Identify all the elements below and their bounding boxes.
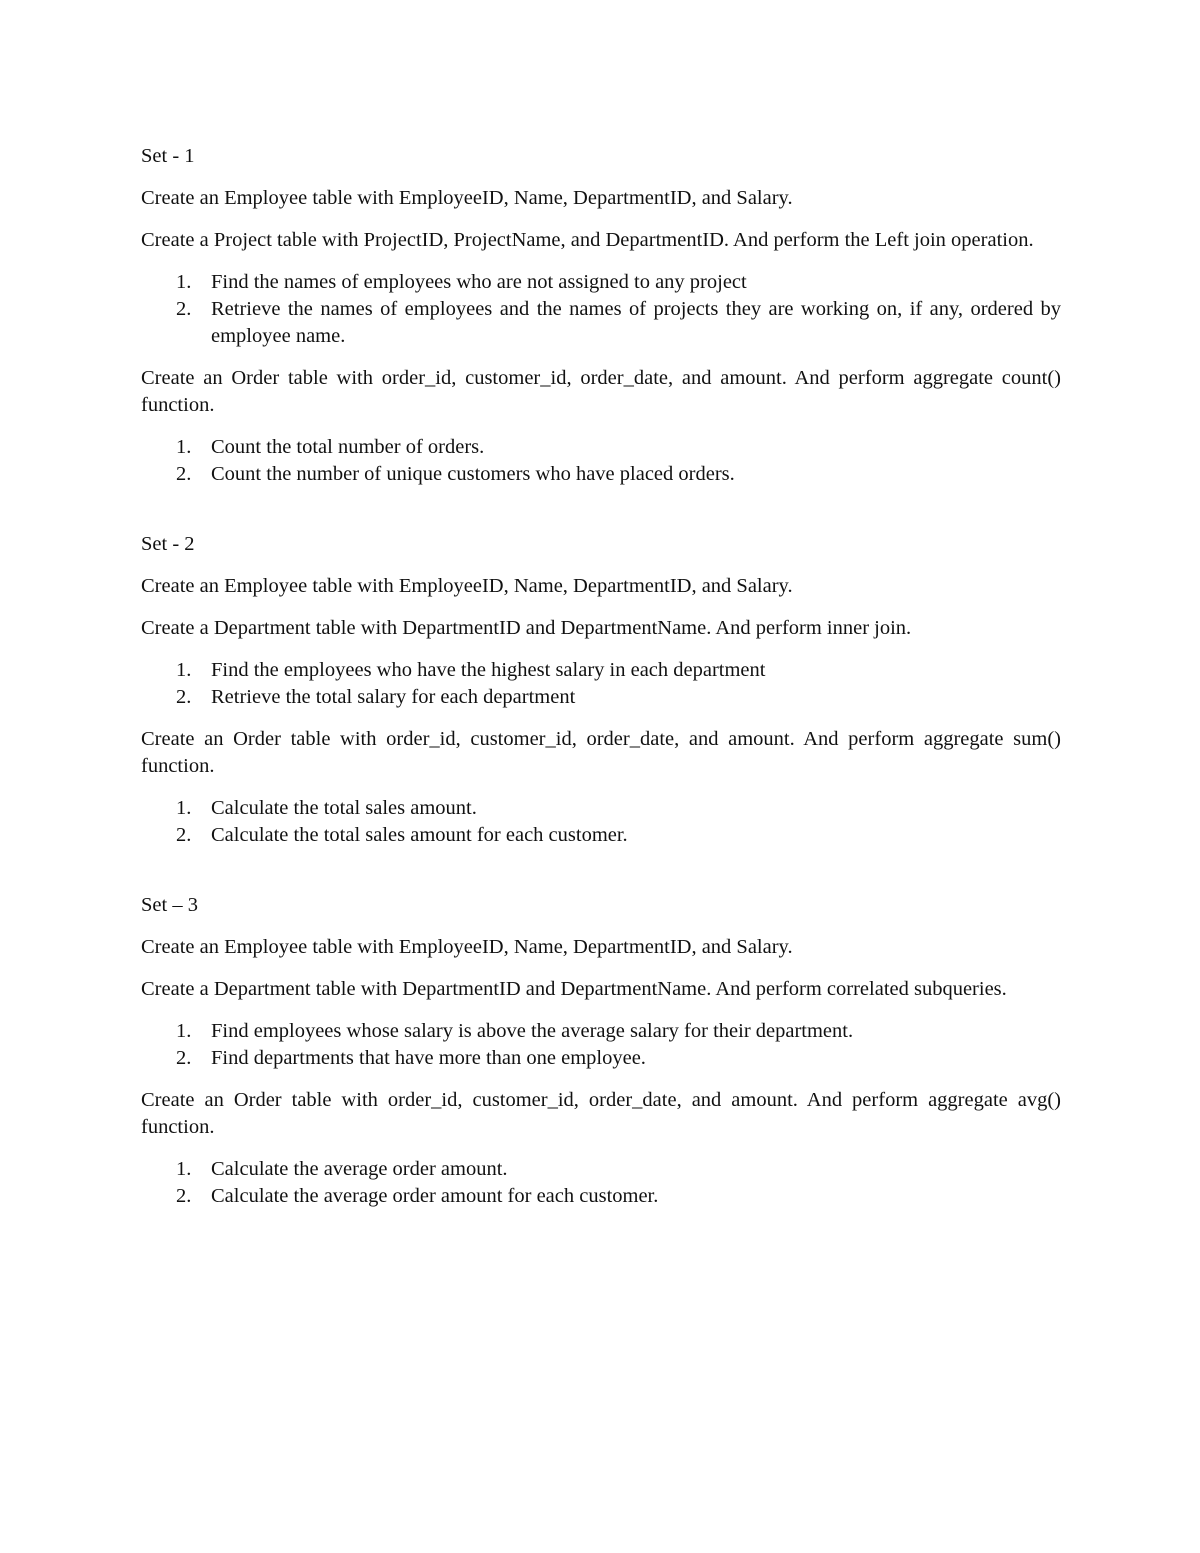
list-number: 2.	[176, 1047, 192, 1069]
list-item-text: Find the names of employees who are not assigned to any project	[211, 271, 747, 293]
list-item	[141, 434, 1061, 461]
task-list	[141, 1156, 1061, 1210]
list-number: 1.	[176, 1158, 192, 1180]
paragraph: Create a Department table with DepartmentID and DepartmentName. And perform inner join.	[141, 617, 912, 639]
list-item-text: Calculate the average order amount.	[211, 1158, 508, 1180]
list-item-text: Calculate the total sales amount for each customer.	[211, 824, 628, 846]
list-number: 1.	[176, 1020, 192, 1042]
list-item	[141, 269, 1061, 296]
list-item	[141, 1018, 1061, 1045]
task-list	[141, 434, 1061, 488]
list-item	[141, 822, 1061, 849]
list-number: 1.	[176, 797, 192, 819]
set-heading: Set - 2	[141, 533, 195, 555]
list-item	[141, 657, 1061, 684]
paragraph: Create an Employee table with EmployeeID, Name, DepartmentID, and Salary.	[141, 187, 793, 209]
list-item-text: Count the number of unique customers who have placed orders.	[211, 463, 735, 485]
task-list	[141, 1018, 1061, 1072]
list-item-text: Retrieve the names of employees and the names of projects they are working on, if any, ordered by employee name.	[211, 298, 1061, 347]
list-item	[141, 296, 1061, 350]
list-number: 1.	[176, 436, 192, 458]
list-item-text: Retrieve the total salary for each department	[211, 686, 576, 708]
list-number: 2.	[176, 298, 192, 320]
list-item-text: Find departments that have more than one employee.	[211, 1047, 646, 1069]
list-item	[141, 1156, 1061, 1183]
list-item	[141, 795, 1061, 822]
paragraph: Create a Department table with DepartmentID and DepartmentName. And perform correlated subqueries.	[141, 978, 1007, 1000]
list-number: 1.	[176, 659, 192, 681]
paragraph: Create a Project table with ProjectID, ProjectName, and DepartmentID. And perform the Left join operation.	[141, 229, 1034, 251]
list-item-text: Calculate the total sales amount.	[211, 797, 477, 819]
list-item-text: Find the employees who have the highest salary in each department	[211, 659, 766, 681]
paragraph: Create an Order table with order_id, customer_id, order_date, and amount. And perform aggregate avg() function.	[141, 1089, 1061, 1138]
list-number: 1.	[176, 271, 192, 293]
set-2-section	[141, 531, 1061, 849]
paragraph: Create an Employee table with EmployeeID, Name, DepartmentID, and Salary.	[141, 575, 793, 597]
paragraph: Create an Employee table with EmployeeID, Name, DepartmentID, and Salary.	[141, 936, 793, 958]
list-number: 2.	[176, 824, 192, 846]
list-item	[141, 1183, 1061, 1210]
set-1-section	[141, 143, 1061, 488]
list-item-text: Find employees whose salary is above the average salary for their department.	[211, 1020, 854, 1042]
set-heading: Set - 1	[141, 145, 195, 167]
task-list	[141, 269, 1061, 350]
document-content	[141, 143, 1061, 1225]
paragraph: Create an Order table with order_id, customer_id, order_date, and amount. And perform aggregate sum() function.	[141, 728, 1061, 777]
list-item	[141, 461, 1061, 488]
paragraph: Create an Order table with order_id, customer_id, order_date, and amount. And perform aggregate count() function.	[141, 367, 1061, 416]
task-list	[141, 657, 1061, 711]
list-number: 2.	[176, 1185, 192, 1207]
list-item	[141, 1045, 1061, 1072]
list-number: 2.	[176, 463, 192, 485]
list-item	[141, 684, 1061, 711]
set-heading: Set – 3	[141, 894, 198, 916]
list-number: 2.	[176, 686, 192, 708]
list-item-text: Count the total number of orders.	[211, 436, 485, 458]
set-3-section	[141, 892, 1061, 1210]
task-list	[141, 795, 1061, 849]
list-item-text: Calculate the average order amount for each customer.	[211, 1185, 659, 1207]
